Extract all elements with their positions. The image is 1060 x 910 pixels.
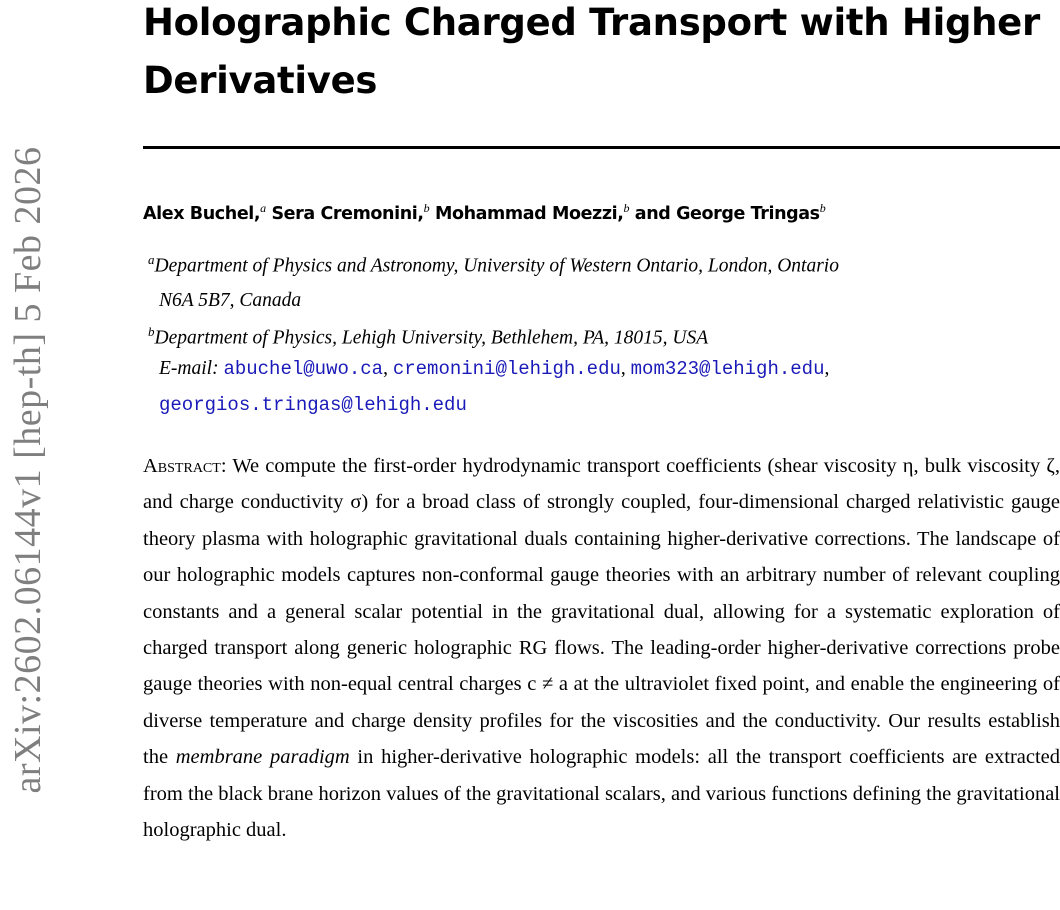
email-link[interactable]: abuchel@uwo.ca bbox=[223, 358, 384, 380]
title-rule bbox=[143, 146, 1060, 149]
affiliation-text-cont: N6A 5B7, Canada bbox=[159, 289, 302, 311]
affiliation-mark: b bbox=[819, 201, 826, 215]
abstract-text: We compute the first-order hydrodynamic transport coefficients (shear viscosity η, bulk viscosity ζ, and charge conductivity σ) for a broad class of strongly coupled, four-dimensional charged relativistic gauge theory plasma with holographic gravitational duals containing higher-derivative corrections. The landscape of our holographic models captures non-conformal gauge theories with an arbitrary number of relevant coupling constants and a general scalar potential in the gravitational dual, allowing for a systematic exploration of charged transport along generic holographic RG flows. The leading-order higher-derivative corrections probe gauge theories with non-equal central charges c ≠ a at the ultraviolet fixed point, and enable the engineering of diverse temperature and charge density profiles for the viscosities and the conductivity. Our results establish the bbox=[143, 455, 1060, 769]
author-list bbox=[143, 201, 825, 224]
author-name: and George Tringas bbox=[634, 203, 820, 224]
affiliation-mark: a bbox=[260, 201, 266, 215]
affiliation-text: Department of Physics and Astronomy, University of Western Ontario, London, Ontario bbox=[154, 255, 839, 277]
affiliation-a bbox=[148, 243, 839, 318]
arxiv-identifier-stamp: arXiv:2602.06144v1 [hep-th] 5 Feb 2026 bbox=[7, 146, 49, 794]
email-label: E-mail: bbox=[159, 358, 219, 379]
abstract-text: in higher-derivative holographic models: all the transport coefficients are extracted from the black brane horizon values of the gravitational scalars, and various functions defining the gravitational holographic dual. bbox=[143, 746, 1060, 842]
affiliation-b bbox=[148, 315, 708, 356]
affiliation-text: Department of Physics, Lehigh University, Bethlehem, PA, 18015, USA bbox=[154, 327, 709, 349]
author-name: Mohammad Moezzi, bbox=[434, 203, 624, 224]
abstract-label: Abstract bbox=[143, 455, 221, 477]
affiliation-mark: a bbox=[148, 252, 155, 267]
affiliation-mark: b bbox=[423, 201, 430, 215]
email-link[interactable]: cremonini@lehigh.edu bbox=[392, 358, 621, 380]
email-line: E-mail: abuchel@uwo.ca, cremonini@lehigh.edu, mom323@lehigh.edu, bbox=[159, 358, 830, 380]
email-link[interactable]: georgios.tringas@lehigh.edu bbox=[159, 394, 467, 416]
abstract-emphasis: membrane paradigm bbox=[175, 746, 350, 769]
author-name: Alex Buchel, bbox=[143, 203, 261, 224]
email-line bbox=[159, 388, 467, 422]
affiliation-mark: b bbox=[623, 201, 630, 215]
abstract: Abstract: We compute the first-order hydrodynamic transport coefficients (shear viscosity η, bulk viscosity ζ, and charge conductivity σ) for a broad class of strongly coupled, four-dimensional charged relativistic gauge theory plasma with holographic gravitational duals containing higher-derivative corrections. The landscape of our holographic models captures non-conformal gauge theories with an arbitrary number of relevant coupling constants and a general scalar potential in the gravitational dual, allowing for a systematic exploration of charged transport along generic holographic RG flows. The leading-order higher-derivative corrections probe gauge theories with non-equal central charges c ≠ a at the ultraviolet fixed point, and enable the engineering of diverse temperature and charge density profiles for the viscosities and the conductivity. Our results establish the membrane paradigm in higher-derivative holographic models: all the transport coefficients are extracted from the black brane horizon values of the gravitational scalars, and various functions defining the gravitational holographic dual. bbox=[143, 455, 1060, 842]
author-name: Sera Cremonini, bbox=[271, 203, 424, 224]
paper-title: Holographic Charged Transport with Higher Derivatives bbox=[143, 1, 1040, 102]
affiliation-mark: b bbox=[148, 324, 155, 339]
email-link[interactable]: mom323@lehigh.edu bbox=[630, 358, 825, 380]
